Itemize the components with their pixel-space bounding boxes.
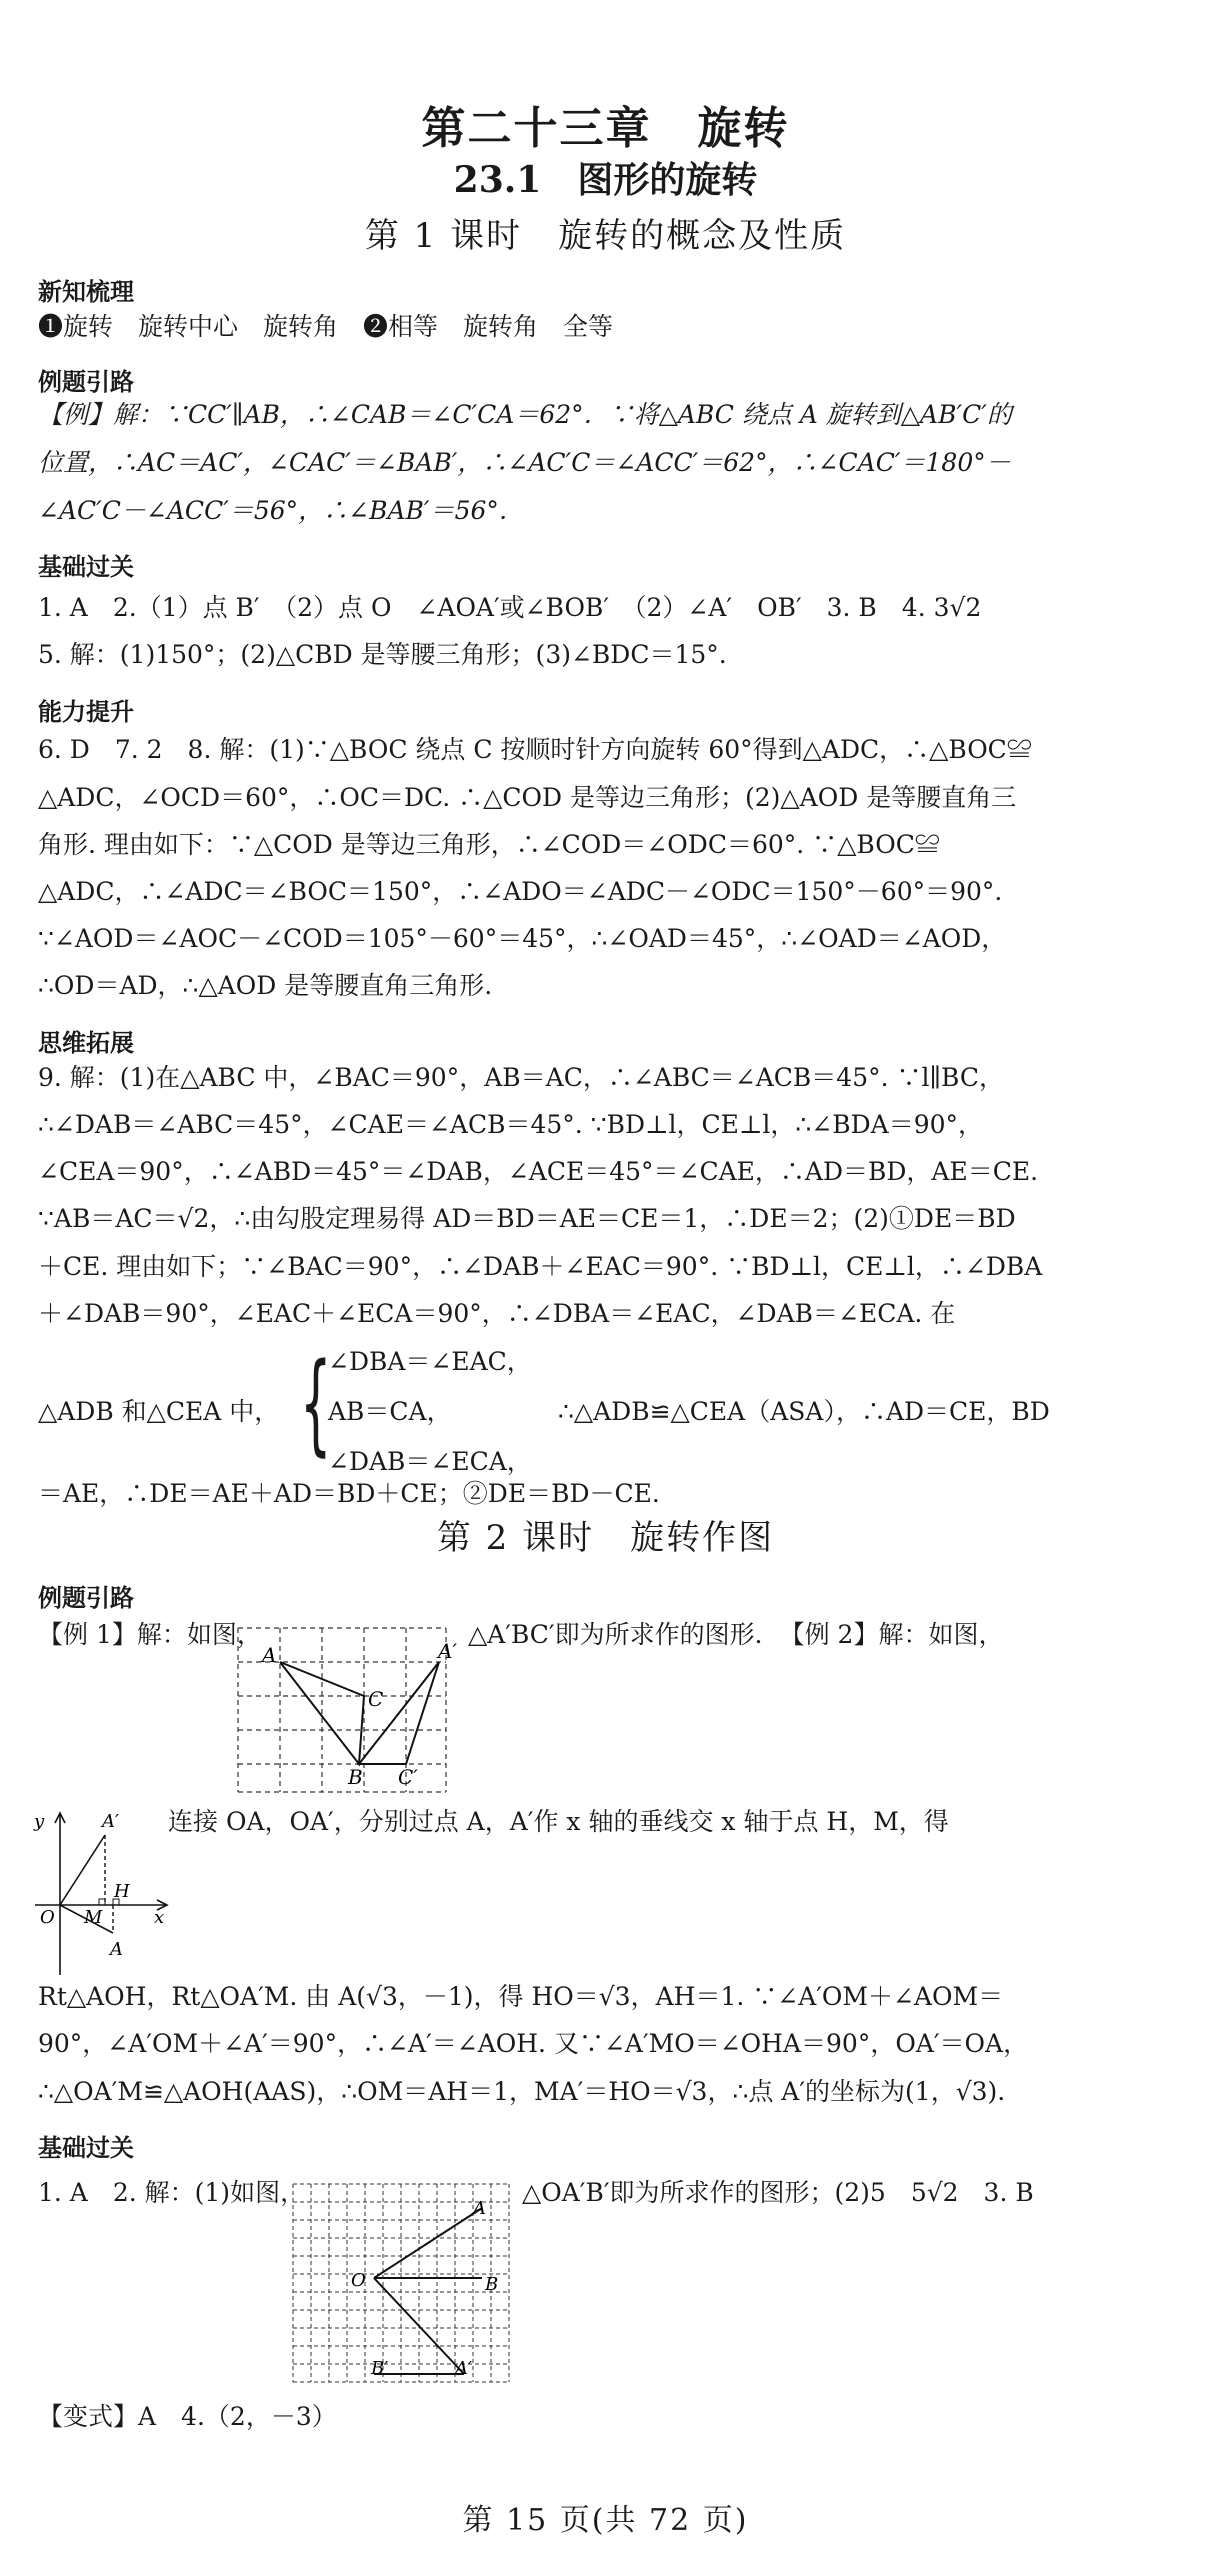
fig2-label-h: H: [114, 1881, 130, 1902]
lesson-2-title: 第 2 课时 旋转作图: [436, 1518, 775, 1558]
siwei-last-line: ＝AE，∴DE＝AE＋AD＝BD＋CE；②DE＝BD－CE.: [38, 1479, 660, 1508]
liti1-line: ∠AC′C－∠ACC′＝56°，∴∠BAB′＝56°．: [38, 496, 524, 525]
system-right-text: ∴△ADB≌△CEA（ASA），∴AD＝CE，BD: [558, 1397, 1050, 1426]
lesson-1-title: 第 1 课时 旋转的概念及性质: [364, 216, 847, 256]
jichu2-prefix: 1. A 2. 解：(1)如图，: [38, 2178, 306, 2207]
fig2-label-m: M: [84, 1907, 103, 1928]
chapter-title: 第二十三章 旋转: [421, 103, 790, 154]
siwei-line: ∠CEA＝90°，∴∠ABD＝45°＝∠DAB，∠ACE＝45°＝∠CAE，∴AD＝BD，AE＝CE.: [38, 1157, 1039, 1186]
fig3-label-a: A: [473, 2198, 486, 2219]
fig2-label-a: A: [110, 1939, 123, 1960]
siwei-line: ＋CE. 理由如下；∵∠BAC＝90°，∴∠DAB＋∠EAC＝90°. ∵BD⊥l，CE⊥l，∴∠DBA: [38, 1252, 1043, 1281]
nengli-line: 6. D 7. 2 8. 解：(1)∵△BOC 绕点 C 按顺时针方向旋转 60°得到△ADC，∴△BOC≌: [38, 735, 1032, 764]
fig2-label-y: y: [34, 1811, 45, 1832]
fig1-label-a-prime: A′: [438, 1639, 457, 1663]
fig1-label-b: B: [348, 1765, 363, 1789]
jichu2-suffix: △OA′B′即为所求作的图形；(2)5 5√2 3. B: [522, 2178, 1034, 2207]
fig1-label-c-prime: C′: [398, 1765, 418, 1789]
figure-2-dashed: [105, 1835, 113, 1933]
figure-1-triangles: [280, 1662, 439, 1764]
fig3-label-a-prime: A′: [455, 2358, 473, 2379]
jichu1-line: 5. 解：(1)150°；(2)△CBD 是等腰三角形；(3)∠BDC＝15°.: [38, 640, 727, 669]
nengli-line: △ADC，∴∠ADC＝∠BOC＝150°，∴∠ADO＝∠ADC－∠ODC＝150°－60°＝90°.: [38, 877, 1003, 906]
example-2-line: 90°，∠A′OM＋∠A′＝90°，∴∠A′＝∠AOH. 又∵∠A′MO＝∠OHA＝90°，OA′＝OA，: [38, 2029, 1029, 2058]
system-left-text: △ADB 和△CEA 中，: [38, 1397, 280, 1426]
heading-liti-2: 例题引路: [38, 1584, 134, 1612]
liti1-line: 【例】解：∵CC′∥AB，∴∠CAB＝∠C′CA＝62°．∵将△ABC 绕点 A 旋转到△AB′C′的: [38, 400, 1012, 429]
heading-siwei: 思维拓展: [38, 1029, 134, 1057]
section-title: 23.1 图形的旋转: [453, 159, 758, 201]
page-footer: 第 15 页(共 72 页): [462, 2503, 749, 2538]
figure-3-grid: [285, 2178, 517, 2388]
fig3-label-o: O: [351, 2270, 366, 2291]
fig2-label-a-prime: A′: [102, 1811, 120, 1832]
system-brace: {: [300, 1339, 332, 1467]
example-2-line: ∴△OA′M≌△AOH(AAS)，∴OM＝AH＝1，MA′＝HO＝√3，∴点 A′的坐标为(1，√3).: [38, 2077, 1006, 2106]
example-1-suffix: △A′BC′即为所求作的图形． 【例 2】解：如图，: [468, 1620, 1004, 1649]
system-eq2: AB＝CA，: [328, 1397, 452, 1426]
xinzhi-answers: ❶旋转 旋转中心 旋转角 ❷相等 旋转角 全等: [38, 312, 614, 341]
example-2-line: Rt△AOH，Rt△OA′M. 由 A(√3，－1)，得 HO＝√3，AH＝1. ∵∠A′OM＋∠AOM＝: [38, 1982, 1004, 2011]
siwei-line: ∴∠DAB＝∠ABC＝45°，∠CAE＝∠ACB＝45°. ∵BD⊥l，CE⊥l，∴∠BDA＝90°，: [38, 1110, 984, 1139]
right-angle-mark: [99, 1899, 105, 1905]
equation-system: [38, 1339, 1178, 1476]
figure-2-lines: [35, 1813, 167, 1975]
nengli-line: ∴OD＝AD，∴△AOD 是等腰直角三角形.: [38, 971, 493, 1000]
siwei-line: ∵AB＝AC＝√2，∴由勾股定理易得 AD＝BD＝AE＝CE＝1，∴DE＝2；(2)①DE＝BD: [38, 1204, 1016, 1233]
figure-1-grid: [232, 1620, 457, 1796]
fig2-label-x: x: [154, 1907, 165, 1928]
heading-jichu-1: 基础过关: [38, 553, 134, 581]
jichu1-line: 1. A 2.（1）点 B′ （2）点 O ∠AOA′或∠BOB′ （2）∠A′ OB′ 3. B 4. 3√2: [38, 593, 982, 622]
fig1-label-a: A: [262, 1643, 277, 1667]
figure-3-shapes: [374, 2208, 482, 2374]
siwei-line: ＋∠DAB＝90°，∠EAC＋∠ECA＝90°，∴∠DBA＝∠EAC，∠DAB＝∠ECA. 在: [38, 1299, 956, 1328]
fig3-label-b: B: [485, 2274, 499, 2295]
figure-2-axes: [30, 1805, 190, 1980]
fig2-label-o: O: [40, 1907, 55, 1928]
siwei-line: 9. 解：(1)在△ABC 中，∠BAC＝90°，AB＝AC，∴∠ABC＝∠ACB＝45°. ∵l∥BC，: [38, 1063, 1005, 1092]
system-eq3: ∠DAB＝∠ECA，: [328, 1447, 532, 1476]
nengli-line: △ADC，∠OCD＝60°，∴OC＝DC. ∴△COD 是等边三角形；(2)△AOD 是等腰直角三: [38, 783, 1017, 812]
nengli-line: ∵∠AOD＝∠AOC－∠COD＝105°－60°＝45°，∴∠OAD＝45°，∴∠OAD＝∠AOD，: [38, 924, 1007, 953]
fig3-label-b-prime: B′: [371, 2358, 389, 2379]
heading-nengli: 能力提升: [38, 698, 134, 726]
example-1-prefix: 【例 1】解：如图，: [38, 1620, 262, 1649]
heading-xinzhi: 新知梳理: [38, 278, 134, 306]
heading-liti-1: 例题引路: [38, 368, 134, 396]
liti1-line: 位置，∴AC＝AC′，∠CAC′＝∠BAB′，∴∠AC′C＝∠ACC′＝62°，∴∠CAC′＝180°－: [38, 448, 1011, 477]
bianshi-line: 【变式】A 4.（2，－3）: [38, 2402, 337, 2431]
example-2-text: 连接 OA，OA′，分别过点 A，A′作 x 轴的垂线交 x 轴于点 H，M，得: [168, 1807, 949, 1836]
heading-jichu-2: 基础过关: [38, 2134, 134, 2162]
system-eq1: ∠DBA＝∠EAC，: [328, 1347, 532, 1376]
fig1-label-c: C: [368, 1687, 384, 1711]
nengli-line: 角形. 理由如下：∵△COD 是等边三角形，∴∠COD＝∠ODC＝60°. ∵△BOC≌: [38, 830, 940, 859]
